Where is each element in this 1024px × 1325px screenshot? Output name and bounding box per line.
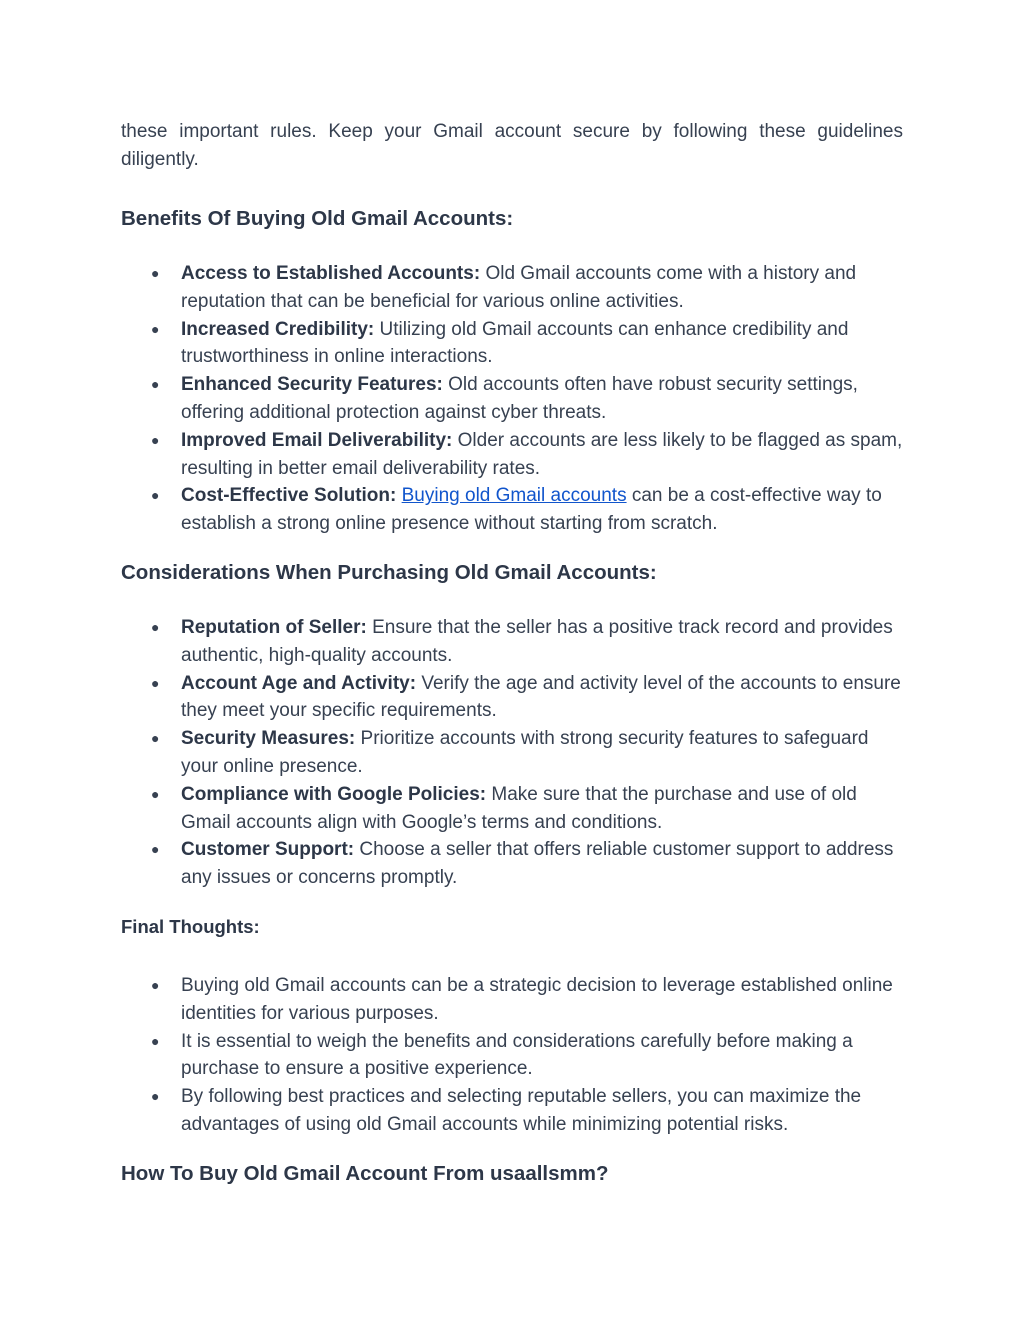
considerations-list [121,614,903,892]
item-text: By following best practices and selecting reputable sellers, you can maximize the advantages of using old Gmail accounts while minimizing potential risks. [181,1086,862,1135]
bullet-icon: ● [151,487,160,504]
item-term: Security Measures: [181,728,356,750]
bullet-icon: ● [151,976,160,993]
considerations-heading: Considerations When Purchasing Old Gmail Accounts: [121,560,657,584]
item-text: can be a cost-effective way to establish a strong online presence without starting from scratch. [181,485,882,535]
item-text: Verify the age and activity level of the accounts to ensure they meet your specific requirements. [181,672,901,722]
item-term: Customer Support: [181,839,355,861]
item-text: Ensure that the seller has a positive track record and provides authentic, high-quality accounts. [181,616,893,666]
item-term: Enhanced Security Features: [181,374,443,396]
item-text: Choose a seller that offers reliable customer support to address any issues or concerns promptly. [181,839,894,889]
final-thoughts-heading: Final Thoughts: [121,915,260,937]
bullet-icon: ● [151,730,160,747]
item-term: Compliance with Google Policies: [181,783,487,805]
list-item [121,670,903,726]
list-item [121,371,903,427]
document-page [121,118,903,1188]
bullet-icon: ● [151,1032,160,1049]
final-thoughts-list [121,972,903,1139]
list-item [121,1083,903,1139]
item-term: Cost-Effective Solution: [181,485,397,507]
item-term: Improved Email Deliverability: [181,429,453,451]
item-text: Old Gmail accounts come with a history and reputation that can be beneficial for various online activities. [181,263,857,312]
bullet-icon: ● [151,320,160,337]
buying-old-gmail-accounts-link[interactable]: Buying old Gmail accounts [401,485,627,507]
bullet-icon: ● [151,265,160,281]
how-to-buy-heading: How To Buy Old Gmail Account From usaallsmm? [121,1161,609,1185]
list-item [121,482,903,538]
benefits-list [121,260,903,538]
benefits-heading: Benefits Of Buying Old Gmail Accounts: [121,207,514,230]
bullet-icon: ● [151,674,160,691]
item-text: Old accounts often have robust security settings, offering additional protection against cyber threats. [181,374,858,423]
item-term: Reputation of Seller: [181,616,367,638]
list-item [121,1028,903,1084]
bullet-icon: ● [151,618,160,635]
list-item [121,972,903,1028]
list-item [121,836,903,892]
item-text: Buying old Gmail accounts can be a strategic decision to leverage established online identities for various purposes. [181,974,893,1024]
item-term: Increased Credibility: [181,318,375,340]
list-item [121,316,903,372]
list-item [121,614,903,670]
bullet-icon: ● [151,1088,160,1105]
bullet-icon: ● [151,841,160,858]
list-item [121,781,903,837]
list-item [121,427,903,483]
list-item [121,260,903,316]
bullet-icon: ● [151,376,160,393]
item-text: Prioritize accounts with strong security features to safeguard your online presence. [181,728,869,777]
item-text: Older accounts are less likely to be flagged as spam, resulting in better email deliverability rates. [181,429,903,479]
item-term: Account Age and Activity: [181,672,417,694]
bullet-icon: ● [151,785,160,802]
intro-paragraph: these important rules. Keep your Gmail account secure by following these guidelines diligently. [121,121,903,170]
item-text: It is essential to weigh the benefits and considerations carefully before making a purchase to ensure a positive experience. [181,1030,853,1080]
item-text: Make sure that the purchase and use of old Gmail accounts align with Google’s terms and conditions. [181,783,857,833]
bullet-icon: ● [151,431,160,448]
item-term: Access to Established Accounts: [181,263,481,284]
list-item [121,725,903,781]
item-text: Utilizing old Gmail accounts can enhance credibility and trustworthiness in online interactions. [181,318,849,368]
